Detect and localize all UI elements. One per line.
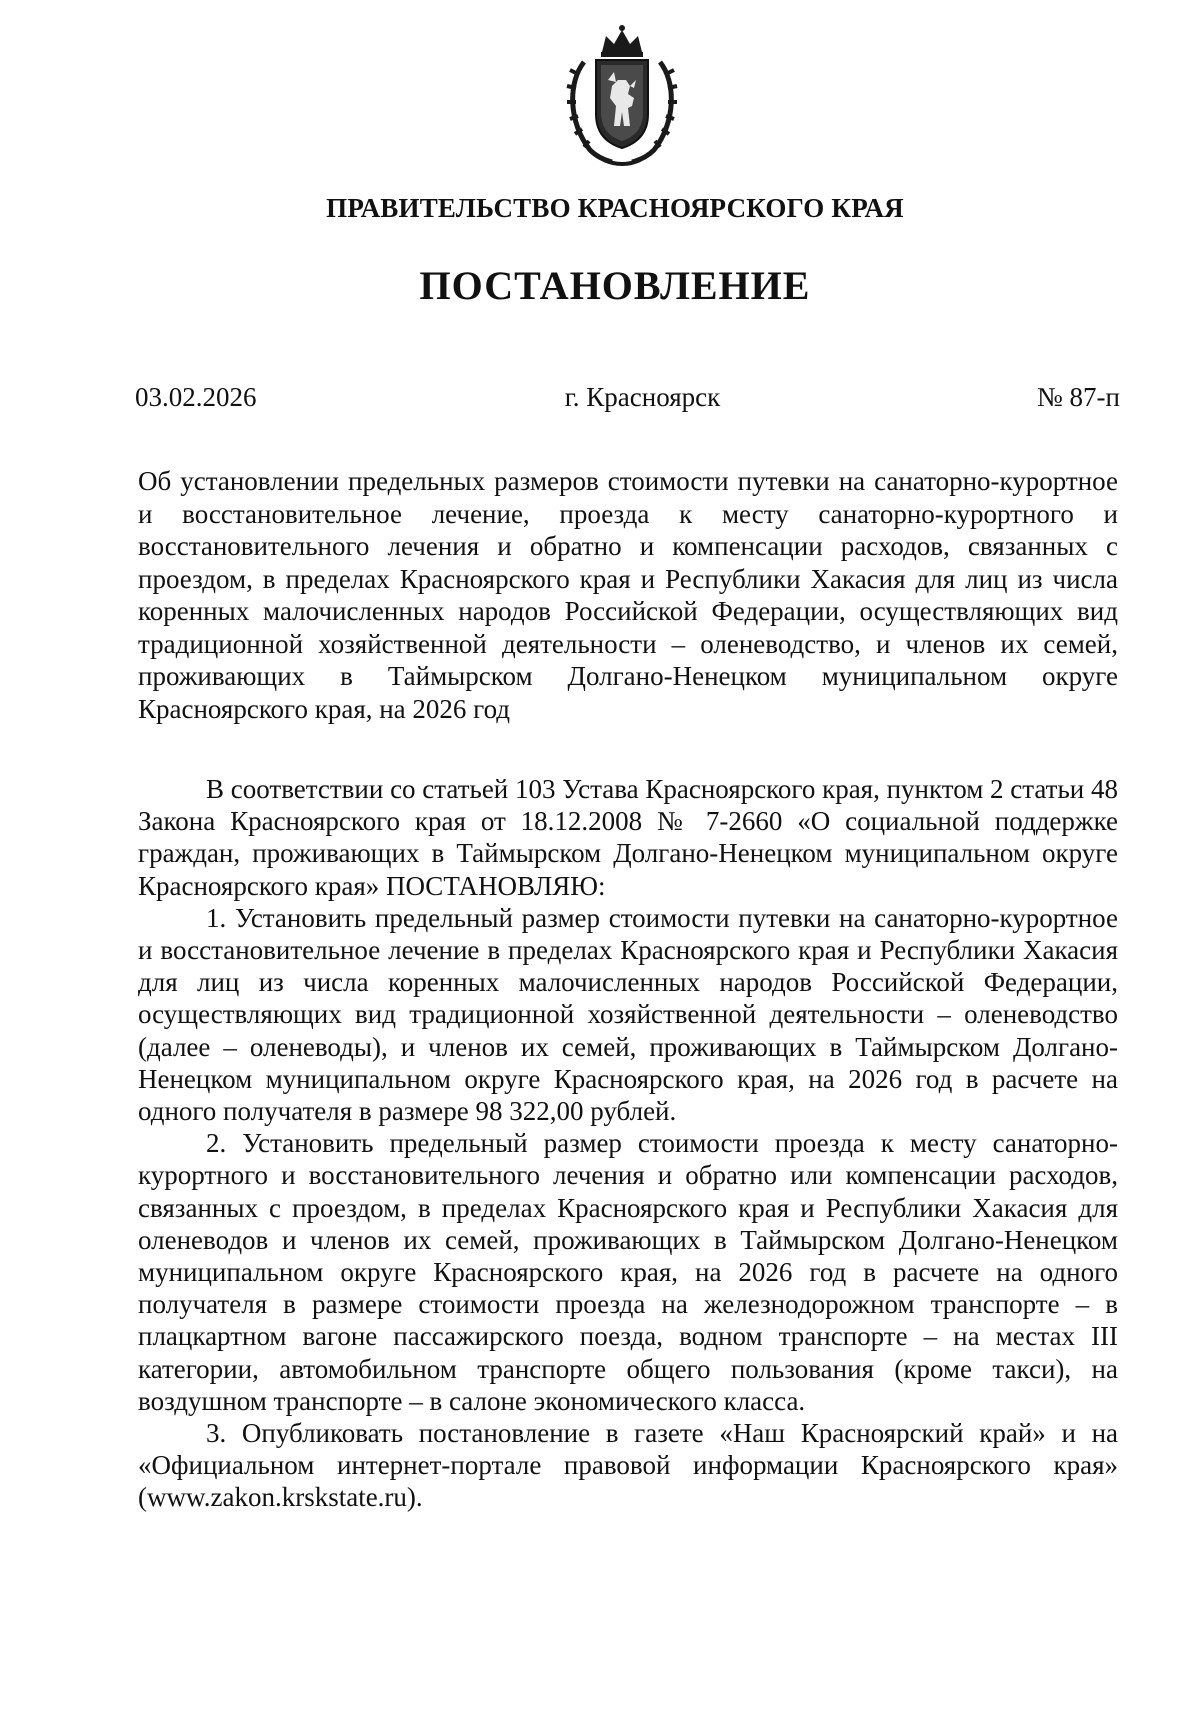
document-number: № 87-п [1037, 382, 1120, 412]
document-date: 03.02.2026 [135, 382, 257, 412]
document-subject: Об установлении предельных размеров стоимости путевки на санаторно-курортное и восстановительное лечение, проезда к месту санаторно-курортного и восстановительного лечения и обратно и компенсации расходов, связанных с проездом, в пределах Красноярского края и Республики Хакасия для лиц из числа коренных малочисленных народов Российской Федерации, осуществляющих вид традиционной хозяйственной деятельности – оленеводство, и членов их семей, проживающих в Таймырском Долгано-Ненецком муниципальном округе Красноярского края, на 2026 год [138, 466, 1118, 724]
government-title: ПРАВИТЕЛЬСТВО КРАСНОЯРСКОГО КРАЯ [326, 193, 904, 223]
document-type-title: ПОСТАНОВЛЕНИЕ [419, 263, 811, 308]
document-city: г. Красноярск [564, 382, 721, 412]
clause-1-paragraph: 1. Установить предельный размер стоимости путевки на санаторно-курортное и восстановительное лечение в пределах Красноярского края и Республики Хакасия для лиц из числа коренных малочисленных народов Российской Федерации, осуществляющих вид традиционной хозяйственной деятельности – оленеводство (далее – оленеводы), и членов их семей, проживающих в Таймырском Долгано-Ненецком муниципальном округе Красноярского края, на 2026 год в расчете на одного получателя в размере 98 322,00 рублей. [138, 902, 1118, 1127]
document-body [138, 773, 1118, 1514]
preamble-paragraph: В соответствии со статьей 103 Устава Красноярского края, пунктом 2 статьи 48 Закона Красноярского края от 18.12.2008 № 7-2660 «О социальной поддержке граждан, проживающих в Таймырском Долгано-Ненецком муниципальном округе Красноярского края» ПОСТАНОВЛЯЮ: [138, 774, 1118, 901]
document-meta-row [135, 382, 1120, 416]
clause-2-paragraph: 2. Установить предельный размер стоимости проезда к месту санаторно-курортного и восстановительного лечения и обратно или компенсации расходов, связанных с проездом, в пределах Красноярского края и Республики Хакасия для оленеводов и членов их семей, проживающих в Таймырском Долгано-Ненецком муниципальном округе Красноярского края, на 2026 год в расчете на одного получателя в размере стоимости проезда на железнодорожном транспорте – в плацкартном вагоне пассажирского поезда, водном транспорте – на местах III категории, автомобильном транспорте общего пользования (кроме такси), на воздушном транспорте – в салоне экономического класса. [138, 1128, 1118, 1416]
coat-of-arms-icon [564, 22, 680, 170]
clause-3-paragraph: 3. Опубликовать постановление в газете «Наш Красноярский край» и на «Официальном интернет-портале правовой информации Красноярского края» (www.zakon.krskstate.ru). [138, 1418, 1118, 1513]
